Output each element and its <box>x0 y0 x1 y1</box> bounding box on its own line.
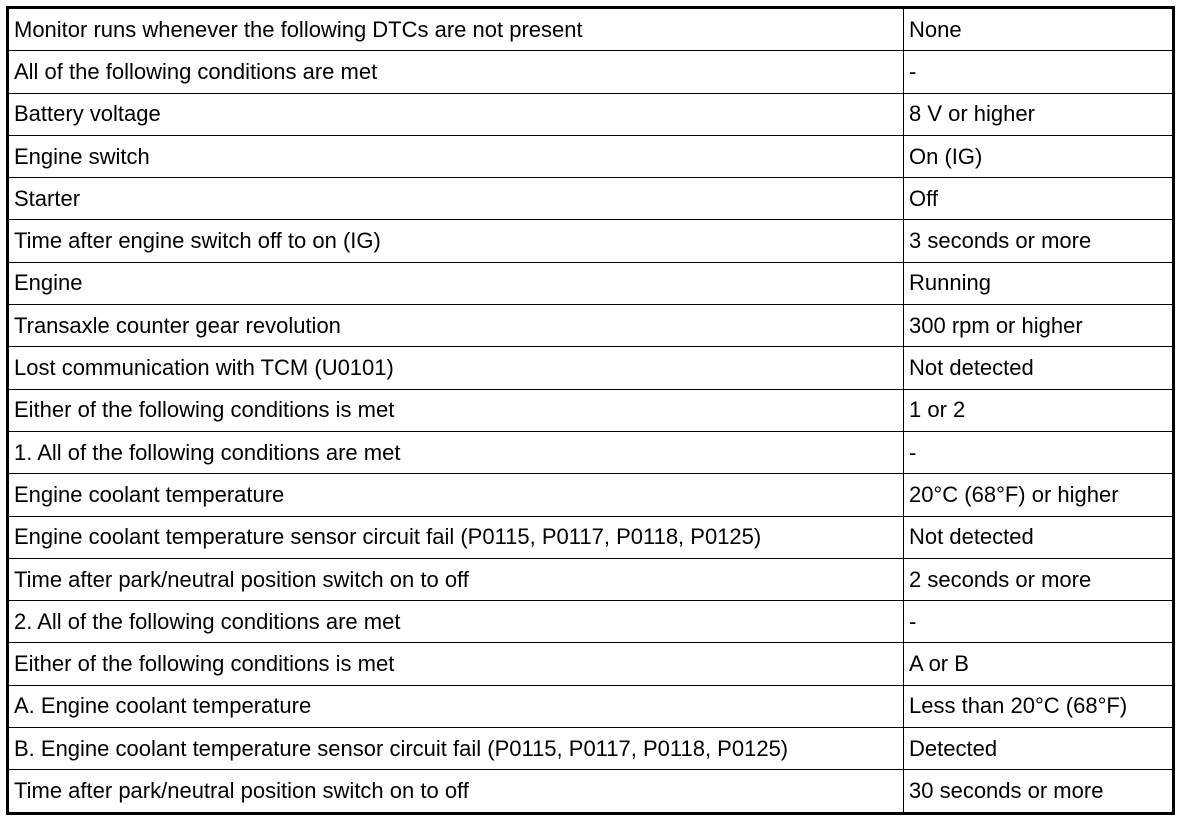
table-row <box>8 516 1174 558</box>
condition-cell: Engine coolant temperature <box>8 474 904 516</box>
value-cell: A or B <box>904 643 1174 685</box>
table-row <box>8 305 1174 347</box>
table-row <box>8 431 1174 473</box>
condition-cell: Engine coolant temperature sensor circuit fail (P0115, P0117, P0118, P0125) <box>8 516 904 558</box>
condition-cell: All of the following conditions are met <box>8 51 904 93</box>
value-cell: Not detected <box>904 516 1174 558</box>
condition-cell: Either of the following conditions is met <box>8 389 904 431</box>
conditions-table-body <box>8 8 1174 814</box>
value-cell: Less than 20°C (68°F) <box>904 685 1174 727</box>
value-cell: 30 seconds or more <box>904 770 1174 813</box>
value-cell: 300 rpm or higher <box>904 305 1174 347</box>
condition-cell: Engine switch <box>8 135 904 177</box>
value-cell: Off <box>904 178 1174 220</box>
value-cell: 20°C (68°F) or higher <box>904 474 1174 516</box>
value-cell: - <box>904 51 1174 93</box>
condition-cell: 2. All of the following conditions are met <box>8 601 904 643</box>
condition-cell: 1. All of the following conditions are met <box>8 431 904 473</box>
table-row <box>8 770 1174 813</box>
condition-cell: Lost communication with TCM (U0101) <box>8 347 904 389</box>
conditions-table-container <box>6 6 1172 815</box>
table-row <box>8 51 1174 93</box>
table-row <box>8 347 1174 389</box>
table-row <box>8 389 1174 431</box>
table-row <box>8 220 1174 262</box>
table-row <box>8 178 1174 220</box>
conditions-table <box>6 6 1175 815</box>
value-cell: Not detected <box>904 347 1174 389</box>
table-row <box>8 262 1174 304</box>
value-cell: Detected <box>904 728 1174 770</box>
value-cell: - <box>904 431 1174 473</box>
condition-cell: Engine <box>8 262 904 304</box>
table-row <box>8 93 1174 135</box>
value-cell: None <box>904 8 1174 51</box>
condition-cell: Battery voltage <box>8 93 904 135</box>
table-row <box>8 643 1174 685</box>
condition-cell: Time after park/neutral position switch on to off <box>8 770 904 813</box>
condition-cell: A. Engine coolant temperature <box>8 685 904 727</box>
condition-cell: Starter <box>8 178 904 220</box>
table-row <box>8 558 1174 600</box>
condition-cell: B. Engine coolant temperature sensor circuit fail (P0115, P0117, P0118, P0125) <box>8 728 904 770</box>
value-cell: 3 seconds or more <box>904 220 1174 262</box>
table-row <box>8 685 1174 727</box>
value-cell: 1 or 2 <box>904 389 1174 431</box>
value-cell: On (IG) <box>904 135 1174 177</box>
condition-cell: Time after park/neutral position switch on to off <box>8 558 904 600</box>
value-cell: 8 V or higher <box>904 93 1174 135</box>
table-row <box>8 601 1174 643</box>
table-row <box>8 8 1174 51</box>
table-row <box>8 728 1174 770</box>
condition-cell: Transaxle counter gear revolution <box>8 305 904 347</box>
value-cell: 2 seconds or more <box>904 558 1174 600</box>
table-row <box>8 474 1174 516</box>
condition-cell: Either of the following conditions is met <box>8 643 904 685</box>
condition-cell: Time after engine switch off to on (IG) <box>8 220 904 262</box>
table-row <box>8 135 1174 177</box>
condition-cell: Monitor runs whenever the following DTCs are not present <box>8 8 904 51</box>
value-cell: - <box>904 601 1174 643</box>
value-cell: Running <box>904 262 1174 304</box>
